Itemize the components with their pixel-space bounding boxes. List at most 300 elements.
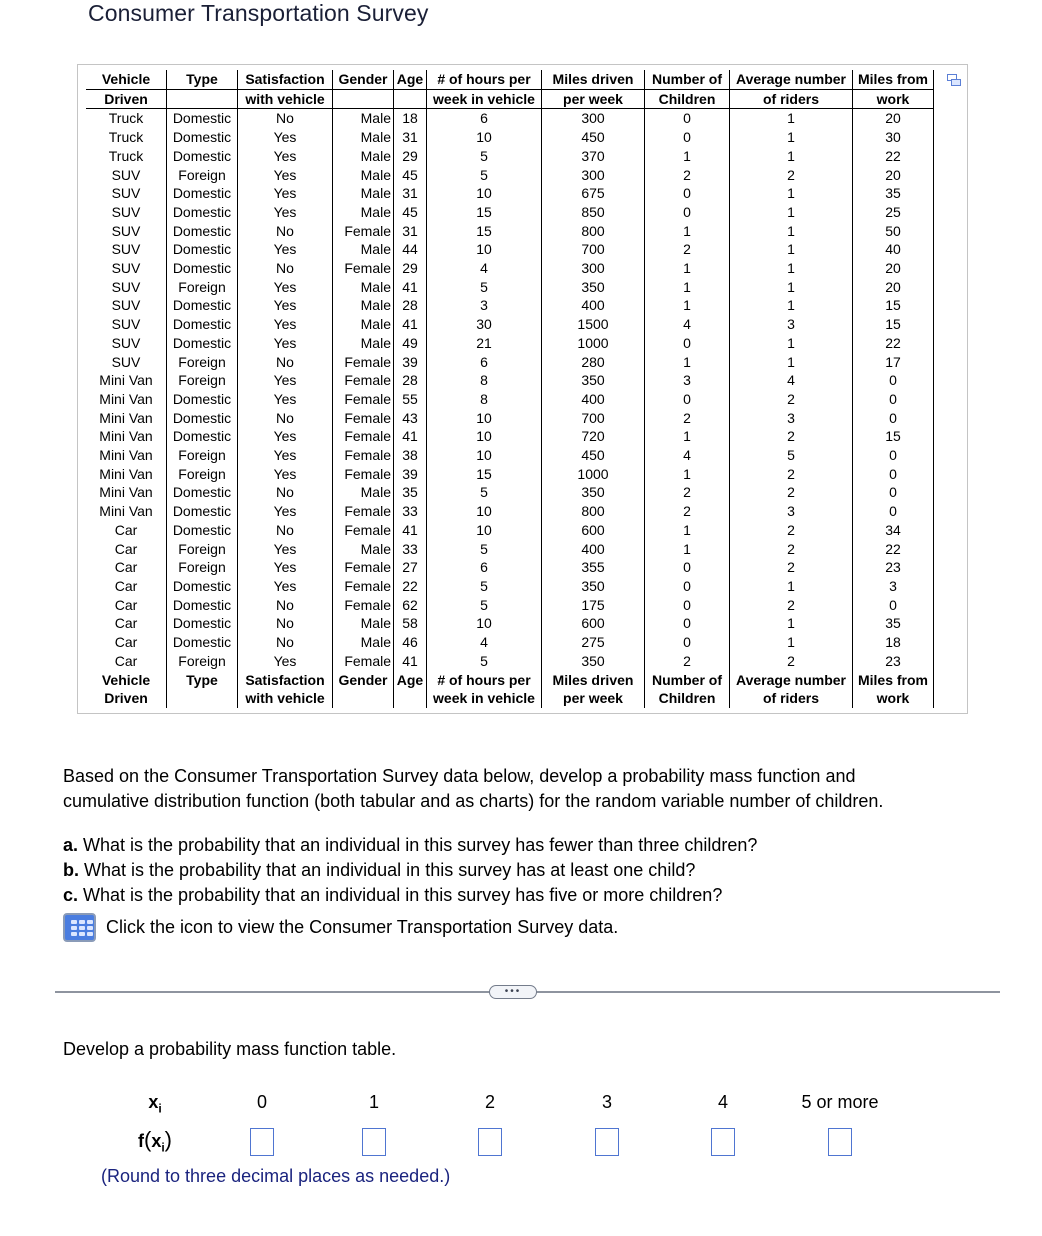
part-text: What is the probability that an individual in this survey has five or more children? (78, 885, 723, 905)
table-cell: 40 (853, 240, 934, 259)
table-cell: Foreign (167, 540, 238, 559)
table-cell: 22 (853, 540, 934, 559)
table-cell: 3 (730, 409, 853, 428)
table-cell: 1 (645, 259, 730, 278)
table-cell: Female (333, 222, 394, 241)
table-cell: 25 (853, 203, 934, 222)
view-data-link[interactable] (63, 913, 618, 942)
column-header (167, 689, 238, 708)
table-cell: 0 (853, 390, 934, 409)
table-row (86, 409, 934, 428)
table-cell: 1 (730, 128, 853, 147)
copy-icon[interactable] (947, 74, 961, 86)
table-cell: 0 (645, 390, 730, 409)
table-cell: 8 (427, 371, 542, 390)
column-header: Age (394, 671, 427, 690)
table-cell: 300 (542, 259, 645, 278)
table-cell: 30 (853, 128, 934, 147)
x-i-label: $x_i$ (148, 1092, 162, 1116)
column-header: # of hours per (427, 70, 542, 89)
table-cell: Domestic (167, 240, 238, 259)
question-intro (63, 764, 1003, 814)
table-cell: 41 (394, 315, 427, 334)
table-cell: 0 (645, 334, 730, 353)
table-cell: 31 (394, 184, 427, 203)
table-cell: Yes (238, 166, 333, 185)
table-cell: 41 (394, 278, 427, 297)
table-cell: 2 (730, 427, 853, 446)
table-cell: Domestic (167, 596, 238, 615)
table-row (86, 371, 934, 390)
table-cell: 20 (853, 278, 934, 297)
table-row (86, 502, 934, 521)
table-row (86, 296, 934, 315)
table-cell: 0 (853, 596, 934, 615)
pmf-input-1[interactable] (362, 1128, 386, 1156)
table-cell: 5 (427, 540, 542, 559)
table-cell: 0 (645, 577, 730, 596)
table-cell: 4 (427, 259, 542, 278)
table-cell: Domestic (167, 128, 238, 147)
table-cell: Domestic (167, 614, 238, 633)
header-row (86, 89, 934, 109)
table-cell: 20 (853, 166, 934, 185)
table-cell: Male (333, 483, 394, 502)
table-cell: 2 (730, 390, 853, 409)
table-cell: 280 (542, 353, 645, 372)
table-cell: 3 (645, 371, 730, 390)
table-cell: 2 (730, 483, 853, 502)
table-row (86, 540, 934, 559)
table-cell: 600 (542, 614, 645, 633)
question-intro-line1: Based on the Consumer Transportation Survey data below, develop a probability mass function and (63, 766, 856, 786)
table-cell: Yes (238, 128, 333, 147)
table-row (86, 521, 934, 540)
pmf-prompt: Develop a probability mass function table. (63, 1039, 397, 1059)
table-cell: Car (86, 558, 167, 577)
table-cell: 23 (853, 558, 934, 577)
table-cell: 0 (645, 633, 730, 652)
column-header: with vehicle (238, 89, 333, 109)
table-row (86, 427, 934, 446)
table-cell: 4 (645, 446, 730, 465)
table-cell: 350 (542, 371, 645, 390)
table-cell: 350 (542, 278, 645, 297)
table-cell: 300 (542, 109, 645, 128)
table-cell: 2 (730, 465, 853, 484)
f-x-i-label: $f(x_i)$ (137, 1127, 173, 1155)
table-cell: Domestic (167, 109, 238, 128)
table-cell: 8 (427, 390, 542, 409)
x-value: 0 (256, 1092, 268, 1112)
table-cell: Yes (238, 315, 333, 334)
table-cell: SUV (86, 278, 167, 297)
table-cell: Foreign (167, 465, 238, 484)
table-cell: 6 (427, 109, 542, 128)
expand-more-button[interactable]: ••• (489, 985, 537, 999)
table-cell: 0 (853, 371, 934, 390)
table-cell: 3 (427, 296, 542, 315)
table-cell: 1000 (542, 334, 645, 353)
table-cell: 1 (730, 577, 853, 596)
table-cell: 5 (427, 596, 542, 615)
table-cell: SUV (86, 315, 167, 334)
table-cell: SUV (86, 259, 167, 278)
table-cell: Male (333, 184, 394, 203)
table-cell: Male (333, 540, 394, 559)
table-cell: 4 (427, 633, 542, 652)
table-row (86, 614, 934, 633)
table-cell: Female (333, 465, 394, 484)
footer-header-row (86, 689, 934, 708)
pmf-input-0[interactable] (250, 1128, 274, 1156)
table-cell: Domestic (167, 409, 238, 428)
table-cell: 35 (394, 483, 427, 502)
table-cell: Yes (238, 502, 333, 521)
survey-data-table (86, 70, 934, 708)
table-cell: 10 (427, 409, 542, 428)
table-cell: Car (86, 652, 167, 671)
part-text: What is the probability that an individual in this survey has at least one child? (79, 860, 696, 880)
table-cell: Mini Van (86, 502, 167, 521)
table-cell: 35 (853, 614, 934, 633)
table-cell: 1 (645, 147, 730, 166)
table-cell: Yes (238, 371, 333, 390)
table-cell: Mini Van (86, 371, 167, 390)
table-cell: Female (333, 502, 394, 521)
table-cell: 300 (542, 166, 645, 185)
table-cell: No (238, 483, 333, 502)
table-cell: 2 (730, 596, 853, 615)
table-cell: 2 (645, 166, 730, 185)
table-row (86, 334, 934, 353)
pmf-input-5-or-more[interactable] (828, 1128, 852, 1156)
table-cell: 21 (427, 334, 542, 353)
table-cell: Domestic (167, 203, 238, 222)
part-letter: c. (63, 885, 79, 905)
column-header: Miles driven (542, 70, 645, 89)
table-row (86, 390, 934, 409)
x-value: 1 (368, 1092, 380, 1112)
table-cell: 1 (730, 334, 853, 353)
table-cell: Car (86, 614, 167, 633)
table-cell: 29 (394, 147, 427, 166)
table-cell: 5 (427, 278, 542, 297)
table-cell: 49 (394, 334, 427, 353)
table-cell: Yes (238, 652, 333, 671)
table-cell: Car (86, 577, 167, 596)
table-cell: 400 (542, 390, 645, 409)
table-cell: 450 (542, 446, 645, 465)
table-cell: SUV (86, 203, 167, 222)
page-title: Consumer Transportation Survey (88, 0, 429, 26)
table-cell: Female (333, 353, 394, 372)
table-cell: SUV (86, 353, 167, 372)
table-cell: No (238, 614, 333, 633)
column-header: Miles from (853, 70, 934, 89)
column-header: Age (394, 70, 427, 89)
column-header: with vehicle (238, 689, 333, 708)
pmf-input-3[interactable] (595, 1128, 619, 1156)
table-cell: 0 (853, 502, 934, 521)
table-row (86, 128, 934, 147)
table-row (86, 652, 934, 671)
table-cell: SUV (86, 184, 167, 203)
table-cell: 46 (394, 633, 427, 652)
table-cell: 0 (853, 446, 934, 465)
part-letter: a. (63, 835, 79, 855)
table-cell: Yes (238, 296, 333, 315)
table-cell: 5 (427, 166, 542, 185)
table-cell: 1 (730, 296, 853, 315)
table-cell: 44 (394, 240, 427, 259)
table-cell: 3 (853, 577, 934, 596)
table-row (86, 465, 934, 484)
column-header: Type (167, 671, 238, 690)
table-cell: Mini Van (86, 409, 167, 428)
column-header (394, 689, 427, 708)
table-cell: 1 (730, 259, 853, 278)
table-cell: 0 (645, 128, 730, 147)
table-cell: Domestic (167, 521, 238, 540)
table-cell: No (238, 521, 333, 540)
table-cell: 400 (542, 296, 645, 315)
question-part-c (63, 883, 757, 908)
column-header: work (853, 89, 934, 109)
table-cell: Foreign (167, 558, 238, 577)
x-value: 4 (717, 1092, 729, 1112)
table-cell: 27 (394, 558, 427, 577)
table-cell: No (238, 259, 333, 278)
table-cell: 2 (730, 166, 853, 185)
table-cell: 1 (645, 521, 730, 540)
table-cell: Female (333, 427, 394, 446)
table-cell: 600 (542, 521, 645, 540)
table-cell: 10 (427, 427, 542, 446)
table-cell: 31 (394, 128, 427, 147)
table-cell: 33 (394, 540, 427, 559)
table-cell: 30 (427, 315, 542, 334)
column-header (167, 89, 238, 109)
table-cell: Car (86, 596, 167, 615)
table-cell: Female (333, 596, 394, 615)
column-header: Driven (86, 689, 167, 708)
table-cell: Mini Van (86, 483, 167, 502)
pmf-input-2[interactable] (478, 1128, 502, 1156)
table-cell: 58 (394, 614, 427, 633)
table-cell: 1 (730, 203, 853, 222)
table-cell: Male (333, 128, 394, 147)
table-row (86, 166, 934, 185)
column-header: Children (645, 89, 730, 109)
table-cell: 45 (394, 166, 427, 185)
table-cell: SUV (86, 240, 167, 259)
column-header: per week (542, 689, 645, 708)
question-intro-line2: cumulative distribution function (both tabular and as charts) for the random variable number of children. (63, 791, 884, 811)
table-cell: Male (333, 278, 394, 297)
table-cell: Yes (238, 465, 333, 484)
table-cell: SUV (86, 334, 167, 353)
table-cell: 5 (427, 483, 542, 502)
table-cell: 175 (542, 596, 645, 615)
table-cell: 350 (542, 483, 645, 502)
column-header (333, 689, 394, 708)
question-part-a (63, 833, 757, 858)
table-cell: 28 (394, 296, 427, 315)
table-cell: 1 (730, 222, 853, 241)
table-cell: Yes (238, 240, 333, 259)
header-row (86, 70, 934, 89)
table-row (86, 184, 934, 203)
column-header: week in vehicle (427, 89, 542, 109)
view-data-text: Click the icon to view the Consumer Transportation Survey data. (106, 917, 619, 937)
table-cell: No (238, 353, 333, 372)
table-cell: Female (333, 390, 394, 409)
column-header: Driven (86, 89, 167, 109)
table-row (86, 222, 934, 241)
table-cell: Male (333, 633, 394, 652)
pmf-input-4[interactable] (711, 1128, 735, 1156)
table-cell: 1 (730, 240, 853, 259)
table-cell: Female (333, 577, 394, 596)
table-row (86, 147, 934, 166)
table-cell: 0 (645, 184, 730, 203)
table-row (86, 240, 934, 259)
table-cell: Domestic (167, 184, 238, 203)
table-cell: 1 (645, 540, 730, 559)
table-cell: Female (333, 371, 394, 390)
table-cell: 15 (427, 203, 542, 222)
table-cell: 41 (394, 427, 427, 446)
table-cell: Mini Van (86, 465, 167, 484)
table-cell: Domestic (167, 427, 238, 446)
table-cell: 15 (853, 427, 934, 446)
table-cell: Female (333, 521, 394, 540)
table-cell: 1000 (542, 465, 645, 484)
table-cell: Car (86, 540, 167, 559)
table-cell: 17 (853, 353, 934, 372)
table-cell: Yes (238, 540, 333, 559)
table-cell: 15 (427, 222, 542, 241)
table-row (86, 315, 934, 334)
table-cell: 350 (542, 652, 645, 671)
table-cell: Male (333, 203, 394, 222)
table-cell: Truck (86, 109, 167, 128)
table-cell: No (238, 596, 333, 615)
table-cell: 720 (542, 427, 645, 446)
table-cell: 15 (853, 296, 934, 315)
table-cell: 675 (542, 184, 645, 203)
table-cell: 0 (645, 203, 730, 222)
table-cell: Yes (238, 147, 333, 166)
question-parts (63, 833, 757, 908)
table-cell: 3 (730, 315, 853, 334)
table-cell: 800 (542, 502, 645, 521)
table-cell: 1 (730, 109, 853, 128)
table-cell: Domestic (167, 222, 238, 241)
table-cell: Female (333, 259, 394, 278)
table-cell: 0 (645, 614, 730, 633)
table-cell: 10 (427, 184, 542, 203)
table-cell: 275 (542, 633, 645, 652)
table-cell: Yes (238, 184, 333, 203)
table-cell: 15 (427, 465, 542, 484)
column-header: Satisfaction (238, 70, 333, 89)
table-cell: 15 (853, 315, 934, 334)
table-cell: 1 (645, 278, 730, 297)
table-row (86, 596, 934, 615)
table-cell: 0 (645, 558, 730, 577)
footer-header-row (86, 671, 934, 690)
column-header: Vehicle (86, 671, 167, 690)
question-part-b (63, 858, 757, 883)
table-cell: 29 (394, 259, 427, 278)
data-table-icon[interactable] (63, 913, 96, 942)
table-cell: 1500 (542, 315, 645, 334)
table-cell: 41 (394, 521, 427, 540)
table-cell: 22 (853, 334, 934, 353)
table-row (86, 203, 934, 222)
table-cell: 5 (427, 652, 542, 671)
table-cell: Truck (86, 147, 167, 166)
table-cell: 10 (427, 446, 542, 465)
table-cell: Yes (238, 390, 333, 409)
table-cell: 400 (542, 540, 645, 559)
table-cell: 18 (394, 109, 427, 128)
table-cell: Yes (238, 334, 333, 353)
table-cell: Female (333, 652, 394, 671)
table-cell: 0 (645, 596, 730, 615)
column-header: Gender (333, 70, 394, 89)
table-cell: Female (333, 446, 394, 465)
table-cell: 10 (427, 502, 542, 521)
table-cell: Foreign (167, 353, 238, 372)
table-cell: Foreign (167, 446, 238, 465)
table-cell: 10 (427, 521, 542, 540)
table-cell: 2 (730, 558, 853, 577)
table-cell: 2 (645, 502, 730, 521)
table-cell: Male (333, 296, 394, 315)
table-cell: 0 (853, 409, 934, 428)
table-cell: Male (333, 240, 394, 259)
table-row (86, 446, 934, 465)
table-cell: SUV (86, 166, 167, 185)
table-row (86, 483, 934, 502)
column-header: Satisfaction (238, 671, 333, 690)
table-cell: 35 (853, 184, 934, 203)
table-cell: 18 (853, 633, 934, 652)
table-cell: No (238, 409, 333, 428)
table-cell: 55 (394, 390, 427, 409)
column-header: Miles from (853, 671, 934, 690)
column-header (394, 89, 427, 109)
table-cell: 38 (394, 446, 427, 465)
table-row (86, 558, 934, 577)
table-cell: 350 (542, 577, 645, 596)
table-cell: Foreign (167, 652, 238, 671)
column-header: Average number (730, 70, 853, 89)
column-header: Type (167, 70, 238, 89)
table-cell: 2 (645, 652, 730, 671)
table-cell: 2 (730, 652, 853, 671)
table-cell: 1 (730, 633, 853, 652)
table-row (86, 353, 934, 372)
table-cell: 4 (730, 371, 853, 390)
table-cell: Female (333, 409, 394, 428)
table-cell: 0 (645, 109, 730, 128)
table-cell: Yes (238, 558, 333, 577)
table-cell: 700 (542, 240, 645, 259)
